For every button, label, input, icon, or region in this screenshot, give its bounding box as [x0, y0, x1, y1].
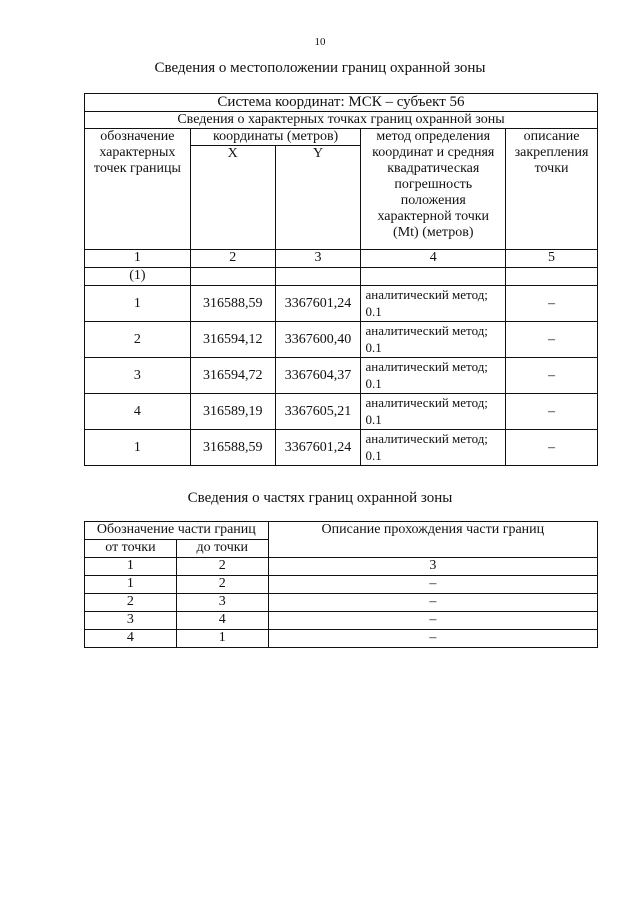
from-point: 2	[85, 594, 177, 612]
section-title-location: Сведения о местоположении границ охранной зоны	[154, 60, 486, 76]
from-point: 1	[85, 576, 177, 594]
method: аналитический метод; 0.1	[361, 322, 506, 358]
boundary-parts-table	[84, 521, 598, 648]
characteristic-points-table	[84, 93, 598, 466]
header-fixing-description: описание закрепления точки	[506, 129, 598, 250]
section-title-parts: Сведения о частях границ охранной зоны	[187, 490, 453, 506]
fixing-description: –	[506, 286, 598, 322]
table-row	[85, 322, 598, 358]
coord-x: 316588,59	[190, 430, 275, 466]
fixing-description: –	[506, 394, 598, 430]
contour-label: (1)	[85, 268, 191, 286]
table-row	[85, 394, 598, 430]
method: аналитический метод; 0.1	[361, 394, 506, 430]
coord-x: 316594,12	[190, 322, 275, 358]
table-row	[85, 630, 598, 648]
to-point: 1	[176, 630, 268, 648]
col-number: 2	[190, 250, 275, 268]
col-number: 5	[506, 250, 598, 268]
method: аналитический метод; 0.1	[361, 286, 506, 322]
coord-x: 316594,72	[190, 358, 275, 394]
col-number: 4	[361, 250, 506, 268]
to-point: 2	[176, 576, 268, 594]
coord-x: 316588,59	[190, 286, 275, 322]
method: аналитический метод; 0.1	[361, 430, 506, 466]
point-number: 4	[85, 394, 191, 430]
header-point-designation: обозначение характерных точек границы	[85, 129, 191, 250]
passage-description: –	[268, 594, 597, 612]
header-method: метод определения координат и средняя квадратическая погрешность положения характерной точки (Mt) (метров)	[361, 129, 506, 250]
header-y: Y	[275, 146, 361, 250]
to-point: 4	[176, 612, 268, 630]
method: аналитический метод; 0.1	[361, 358, 506, 394]
coord-y: 3367601,24	[275, 286, 361, 322]
table-row	[85, 286, 598, 322]
point-number: 3	[85, 358, 191, 394]
header-coordinates: координаты (метров)	[190, 129, 361, 146]
table-row	[85, 358, 598, 394]
point-number: 2	[85, 322, 191, 358]
coord-y: 3367600,40	[275, 322, 361, 358]
table-row	[85, 594, 598, 612]
passage-description: –	[268, 630, 597, 648]
table-row	[85, 430, 598, 466]
table-subtitle: Сведения о характерных точках границ охранной зоны	[85, 112, 598, 129]
to-point: 3	[176, 594, 268, 612]
from-point: 3	[85, 612, 177, 630]
coord-y: 3367604,37	[275, 358, 361, 394]
col-number: 1	[85, 250, 191, 268]
table-row	[85, 576, 598, 594]
coord-y: 3367605,21	[275, 394, 361, 430]
header-x: X	[190, 146, 275, 250]
col-number: 3	[268, 558, 597, 576]
point-number: 1	[85, 430, 191, 466]
fixing-description: –	[506, 322, 598, 358]
header-passage-description: Описание прохождения части границ	[268, 522, 597, 558]
header-from-point: от точки	[85, 540, 177, 558]
coord-x: 316589,19	[190, 394, 275, 430]
header-to-point: до точки	[176, 540, 268, 558]
fixing-description: –	[506, 358, 598, 394]
point-number: 1	[85, 286, 191, 322]
table-row	[85, 612, 598, 630]
coordinate-system-label: Система координат: МСК – субъект 56	[85, 94, 598, 112]
col-number: 3	[275, 250, 361, 268]
passage-description: –	[268, 612, 597, 630]
coord-y: 3367601,24	[275, 430, 361, 466]
from-point: 4	[85, 630, 177, 648]
header-part-designation: Обозначение части границ	[85, 522, 269, 540]
page-number: 10	[314, 36, 326, 48]
col-number: 2	[176, 558, 268, 576]
passage-description: –	[268, 576, 597, 594]
fixing-description: –	[506, 430, 598, 466]
col-number: 1	[85, 558, 177, 576]
